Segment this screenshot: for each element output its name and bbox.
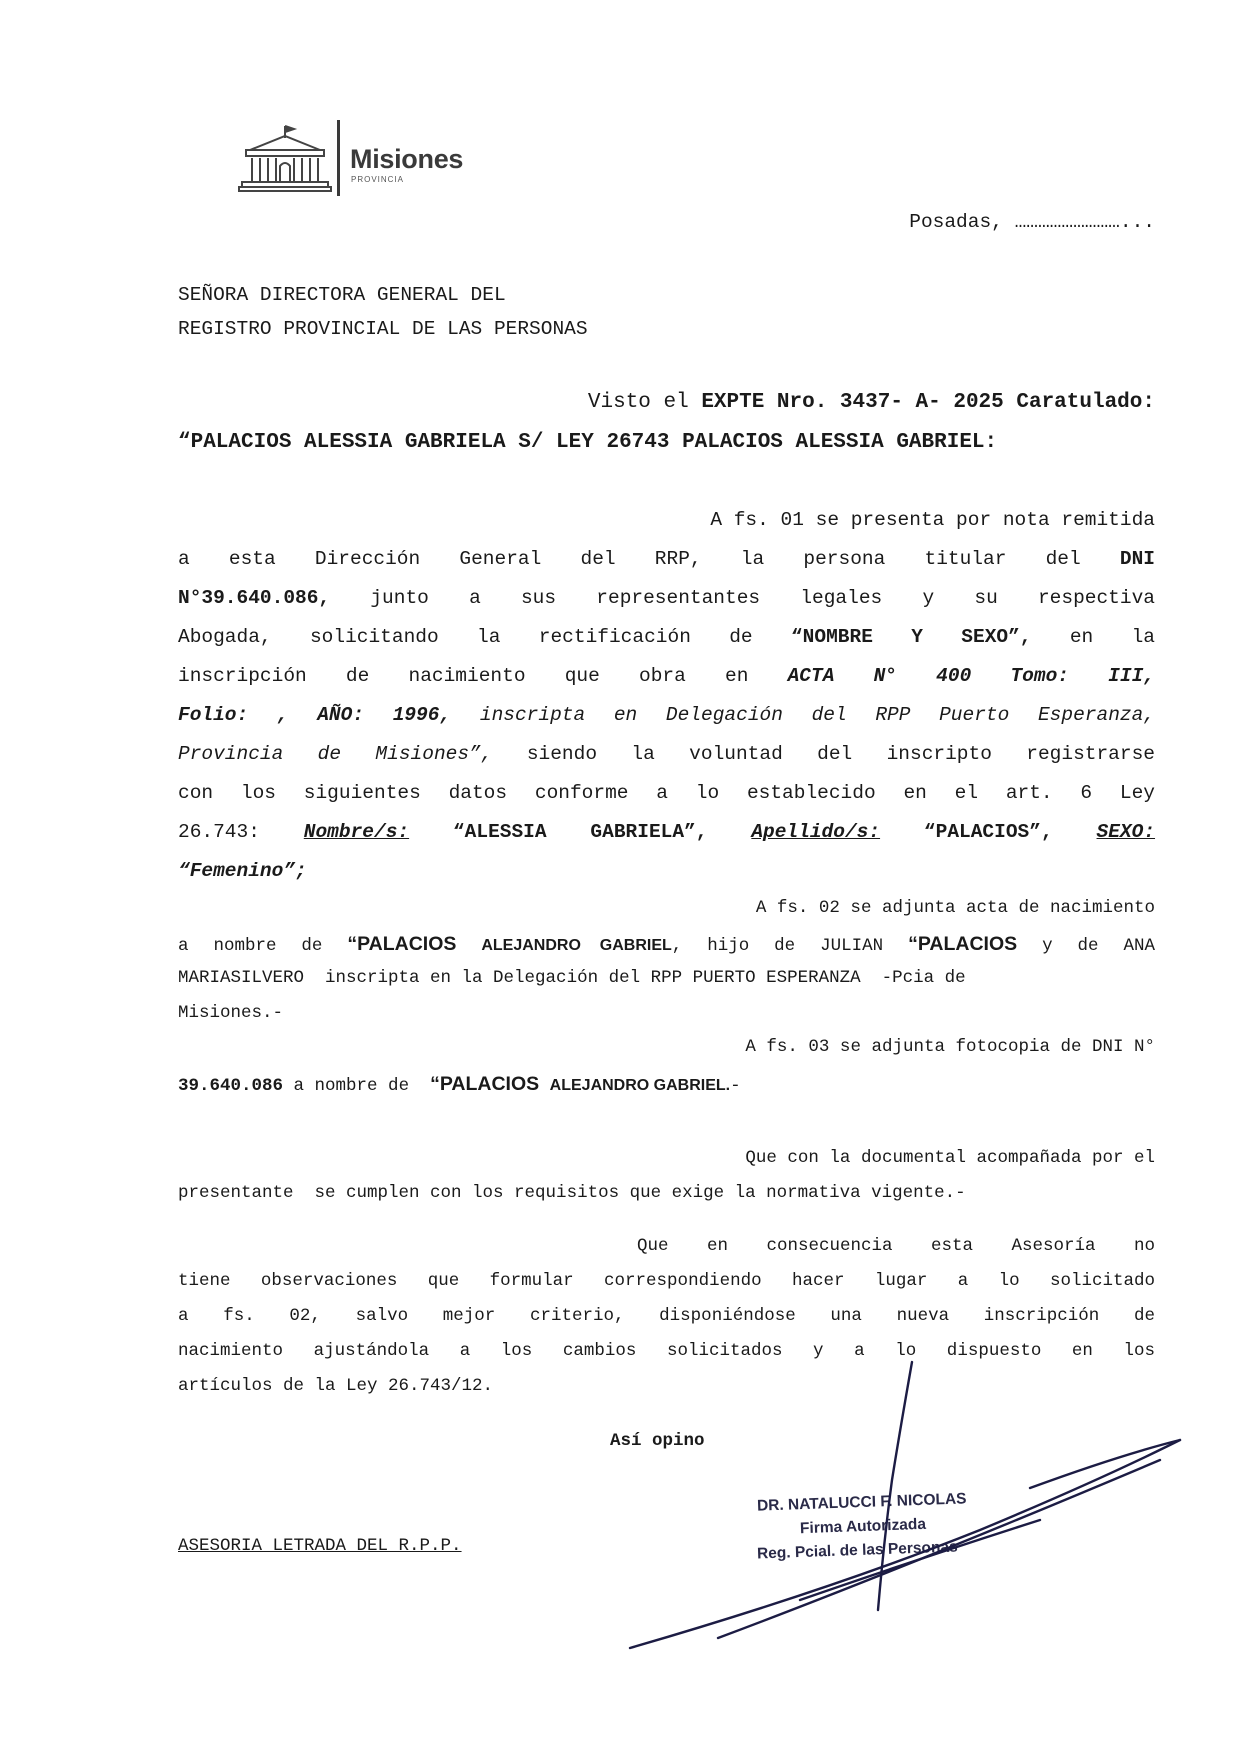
stamp-role: Firma Autorizada [799, 1515, 927, 1538]
nombre-label: Nombre/s: [303, 821, 410, 843]
fs02-line-3: MARIASILVERO inscripta en la Delegación del RPP PUERTO ESPERANZA -Pcia de [178, 968, 966, 988]
fs01-line-8: con los siguientes datos conforme a lo establecido en el art. 6 Ley [178, 782, 1155, 804]
acta-number: ACTA N° 400 [787, 665, 972, 687]
fs02-line-2 [178, 935, 1155, 956]
fs02-l2-text: a nombre de [178, 936, 323, 956]
fs01-l3-text: junto a sus representantes legales y su respectiva [370, 587, 1155, 609]
que2-line-2: tiene observaciones que formular correspondiendo hacer lugar a lo solicitado [178, 1271, 1155, 1291]
nombre-value: “ALESSIA GABRIELA”, [452, 821, 708, 843]
fs03-given-names: ALEJANDRO GABRIEL. [549, 1077, 731, 1094]
que1-line-2: presentante se cumplen con los requisitos que exige la normativa vigente.- [178, 1183, 966, 1203]
fs02-l2-text3: y de ANA [1042, 936, 1155, 956]
fs01-line-9 [178, 823, 1155, 843]
expte-number: EXPTE Nro. 3437- A- 2025 Caratulado: [701, 391, 1155, 414]
logo-subtitle: PROVINCIA [351, 175, 405, 184]
fs01-line-3 [178, 589, 1155, 609]
tomo: Tomo: III, [1010, 665, 1155, 687]
fs01-line-2 [178, 550, 1155, 570]
father-surname: “PALACIOS [908, 933, 1018, 955]
stamp-office: Reg. Pcial. de las Personas [756, 1538, 958, 1563]
fs02-line-4: Misiones.- [178, 1003, 284, 1023]
fs01-line-6 [178, 706, 1155, 726]
fs01-l4-text: Abogada, solicitando la rectificación de [178, 626, 753, 648]
government-building-icon [238, 124, 332, 194]
fs01-l5-text: inscripción de nacimiento que obra en [178, 665, 749, 687]
visto-prefix: Visto el [587, 391, 702, 414]
footer-office: ASESORIA LETRADA DEL R.P.P. [178, 1536, 462, 1556]
fs03-surname: “PALACIOS [430, 1073, 540, 1095]
fs01-line-5 [178, 667, 1155, 687]
que2-line-3: a fs. 02, salvo mejor criterio, disponiéndose una nueva inscripción de [178, 1306, 1155, 1326]
fs01-l4-text2: en la [1069, 626, 1155, 648]
fs01-l7-text: siendo la voluntad del inscripto registrarse [526, 743, 1155, 765]
caratula: “PALACIOS ALESSIA GABRIELA S/ LEY 26743 PALACIOS ALESSIA GABRIEL: [178, 431, 998, 454]
addressee-line-2: REGISTRO PROVINCIAL DE LAS PERSONAS [178, 318, 588, 340]
signature [600, 1360, 1200, 1660]
fs03-line-2 [178, 1075, 1155, 1096]
fs02-intro: A fs. 02 se adjunta acta de nacimiento [755, 898, 1155, 918]
law-ref: 26.743: [178, 821, 260, 843]
addressee-line-1: SEÑORA DIRECTORA GENERAL DEL [178, 284, 506, 306]
que1-intro: Que con la documental acompañada por el [745, 1148, 1155, 1168]
fs03-l2-text: a nombre de [293, 1076, 410, 1096]
fs02-surname: “PALACIOS [347, 933, 457, 955]
que2-intro: Que en consecuencia esta Asesoría no [637, 1236, 1155, 1256]
visto-line [178, 392, 1155, 413]
fs01-l6-text: inscripta en Delegación del RPP Puerto Esperanza, [479, 704, 1155, 726]
stamp-name: DR. NATALUCCI F. NICOLAS [756, 1490, 967, 1515]
que2-line-4: nacimiento ajustándola a los cambios solicitados y a lo dispuesto en los [178, 1341, 1155, 1361]
place-date: Posadas, ………………………... [909, 211, 1155, 233]
apellido-label: Apellido/s: [751, 821, 881, 843]
dni-label: DNI [1119, 548, 1156, 570]
dni-number: N°39.640.086, [178, 587, 331, 609]
sexo-label: SEXO: [1096, 821, 1156, 843]
fs02-name [347, 933, 884, 956]
fs01-line-7 [178, 745, 1155, 765]
closing: Así opino [610, 1431, 705, 1451]
fs01-line-4 [178, 628, 1155, 648]
province-logo [238, 118, 498, 198]
fs01-l7-italic: Provincia de Misiones”, [178, 743, 493, 765]
fs03-end: - [730, 1076, 741, 1096]
fs02-l2-text2: , hijo de JULIAN [671, 936, 884, 956]
que2-line-5: artículos de la Ley 26.743/12. [178, 1376, 494, 1396]
logo-divider [337, 120, 340, 196]
fs01-intro: A fs. 01 se presenta por nota remitida [710, 509, 1155, 531]
logo-title: Misiones [350, 144, 464, 174]
apellido-value: “PALACIOS”, [923, 821, 1053, 843]
fs03-intro: A fs. 03 se adjunta fotocopia de DNI N° [745, 1037, 1155, 1057]
fs01-l2-text: a esta Dirección General del RRP, la persona titular del [178, 548, 1081, 570]
request-subject: “NOMBRE Y SEXO”, [790, 626, 1032, 648]
folio-year: Folio: , AÑO: 1996, [178, 704, 452, 726]
fs02-given-names: ALEJANDRO GABRIEL [481, 937, 672, 954]
sexo-value: “Femenino”; [178, 860, 307, 882]
fs03-dni: 39.640.086 [178, 1076, 284, 1096]
